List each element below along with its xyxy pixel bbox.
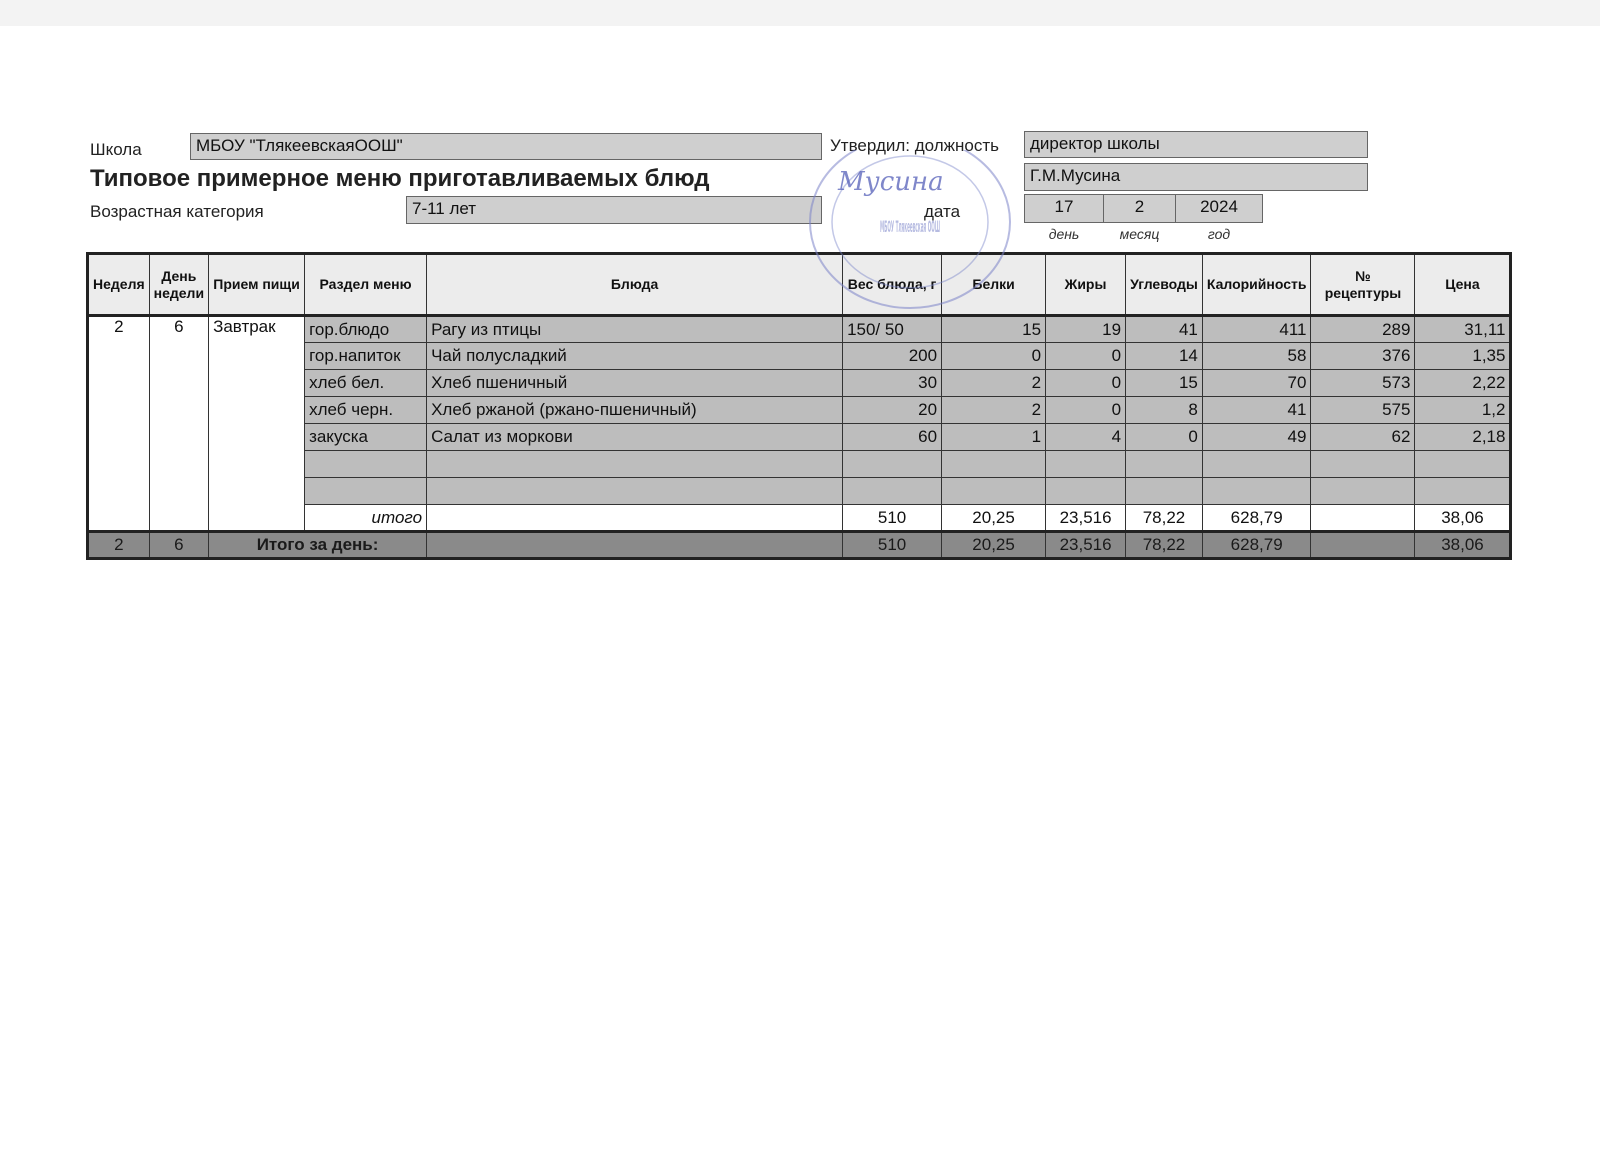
empty-cell[interactable] — [1046, 478, 1126, 505]
col-recipe: № рецептуры — [1311, 254, 1415, 316]
fat-cell[interactable]: 0 — [1046, 343, 1126, 370]
col-fat: Жиры — [1046, 254, 1126, 316]
carbs-cell[interactable]: 8 — [1126, 397, 1203, 424]
recipe-cell[interactable]: 289 — [1311, 316, 1415, 343]
table-row — [88, 316, 1511, 343]
col-weight: Вес блюда, г — [843, 254, 942, 316]
subtotal-recipe-cell — [1311, 505, 1415, 532]
dish-cell[interactable]: Чай полусладкий — [427, 343, 843, 370]
price-cell[interactable]: 1,35 — [1415, 343, 1511, 370]
subtotal-label: итого — [305, 505, 427, 532]
col-carbs: Углеводы — [1126, 254, 1203, 316]
section-cell[interactable]: гор.блюдо — [305, 316, 427, 343]
weight-cell[interactable]: 30 — [843, 370, 942, 397]
price-cell[interactable]: 2,22 — [1415, 370, 1511, 397]
total-kcal: 628,79 — [1202, 532, 1311, 559]
approved-label: Утвердил: должность — [830, 136, 1000, 155]
day-field[interactable]: 17 — [1024, 194, 1104, 223]
total-carbs: 78,22 — [1126, 532, 1203, 559]
total-fat: 23,516 — [1046, 532, 1126, 559]
empty-cell[interactable] — [843, 451, 942, 478]
school-field[interactable]: МБОУ "ТлякеевскаяООШ" — [190, 133, 822, 160]
kcal-cell[interactable]: 41 — [1202, 397, 1311, 424]
empty-cell[interactable] — [1126, 478, 1203, 505]
empty-cell[interactable] — [1415, 451, 1511, 478]
subtotal-dish-cell — [427, 505, 843, 532]
subtotal-kcal: 628,79 — [1202, 505, 1311, 532]
fat-cell[interactable]: 4 — [1046, 424, 1126, 451]
month-caption: месяц — [1119, 226, 1160, 242]
empty-cell[interactable] — [427, 478, 843, 505]
menu-table — [86, 252, 1512, 560]
weekday-cell: 6 — [149, 316, 208, 532]
price-cell[interactable]: 31,11 — [1415, 316, 1511, 343]
signer-field[interactable]: Г.М.Мусина — [1024, 163, 1368, 191]
price-cell[interactable]: 2,18 — [1415, 424, 1511, 451]
meal-cell: Завтрак — [209, 316, 305, 532]
month-field[interactable]: 2 — [1103, 194, 1176, 223]
weight-cell[interactable]: 200 — [843, 343, 942, 370]
signature-text: Мусина — [838, 167, 944, 197]
col-meal: Прием пищи — [209, 254, 305, 316]
recipe-cell[interactable]: 575 — [1311, 397, 1415, 424]
subtotal-protein: 20,25 — [942, 505, 1046, 532]
weight-cell[interactable]: 20 — [843, 397, 942, 424]
date-label: дата — [924, 202, 961, 221]
col-week: Неделя — [88, 254, 150, 316]
total-dish-cell — [427, 532, 843, 559]
section-cell[interactable]: хлеб бел. — [305, 370, 427, 397]
total-label: Итого за день: — [209, 532, 427, 559]
empty-cell[interactable] — [942, 478, 1046, 505]
dish-cell[interactable]: Хлеб пшеничный — [427, 370, 843, 397]
kcal-cell[interactable]: 70 — [1202, 370, 1311, 397]
section-cell[interactable]: гор.напиток — [305, 343, 427, 370]
page-title: Типовое примерное меню приготавливаемых блюд — [90, 165, 710, 192]
year-field[interactable]: 2024 — [1175, 194, 1263, 223]
carbs-cell[interactable]: 15 — [1126, 370, 1203, 397]
protein-cell[interactable]: 1 — [942, 424, 1046, 451]
week-cell: 2 — [88, 316, 150, 532]
total-protein: 20,25 — [942, 532, 1046, 559]
recipe-cell[interactable]: 573 — [1311, 370, 1415, 397]
empty-cell[interactable] — [843, 478, 942, 505]
table-header-row — [88, 254, 1511, 316]
subtotal-weight: 510 — [843, 505, 942, 532]
col-dish: Блюда — [427, 254, 843, 316]
protein-cell[interactable]: 0 — [942, 343, 1046, 370]
weight-cell[interactable]: 60 — [843, 424, 942, 451]
protein-cell[interactable]: 2 — [942, 370, 1046, 397]
section-cell[interactable]: хлеб черн. — [305, 397, 427, 424]
scan-edge — [0, 0, 1600, 26]
empty-cell[interactable] — [1202, 451, 1311, 478]
age-label: Возрастная категория — [90, 202, 264, 221]
kcal-cell[interactable]: 58 — [1202, 343, 1311, 370]
carbs-cell[interactable]: 0 — [1126, 424, 1203, 451]
age-field[interactable]: 7-11 лет — [406, 196, 822, 224]
recipe-cell[interactable]: 62 — [1311, 424, 1415, 451]
dish-cell[interactable]: Салат из моркови — [427, 424, 843, 451]
total-recipe-cell — [1311, 532, 1415, 559]
recipe-cell[interactable]: 376 — [1311, 343, 1415, 370]
col-protein: Белки — [942, 254, 1046, 316]
total-weekday: 6 — [149, 532, 208, 559]
empty-cell[interactable] — [305, 478, 427, 505]
fat-cell[interactable]: 0 — [1046, 397, 1126, 424]
carbs-cell[interactable]: 41 — [1126, 316, 1203, 343]
col-weekday: День недели — [149, 254, 208, 316]
protein-cell[interactable]: 2 — [942, 397, 1046, 424]
total-price: 38,06 — [1415, 532, 1511, 559]
empty-cell[interactable] — [1126, 451, 1203, 478]
col-section: Раздел меню — [305, 254, 427, 316]
school-label: Школа — [90, 140, 142, 159]
empty-cell[interactable] — [1311, 478, 1415, 505]
col-kcal: Калорийность — [1202, 254, 1311, 316]
kcal-cell[interactable]: 49 — [1202, 424, 1311, 451]
empty-cell[interactable] — [1046, 451, 1126, 478]
subtotal-fat: 23,516 — [1046, 505, 1126, 532]
empty-cell[interactable] — [942, 451, 1046, 478]
position-field[interactable]: директор школы — [1024, 131, 1368, 158]
dish-cell[interactable]: Рагу из птицы — [427, 316, 843, 343]
weight-cell[interactable]: 150/ 50 — [843, 316, 942, 343]
subtotal-carbs: 78,22 — [1126, 505, 1203, 532]
empty-cell[interactable] — [427, 451, 843, 478]
section-cell[interactable]: закуска — [305, 424, 427, 451]
empty-cell[interactable] — [1311, 451, 1415, 478]
col-price: Цена — [1415, 254, 1511, 316]
dish-cell[interactable]: Хлеб ржаной (ржано-пшеничный) — [427, 397, 843, 424]
seal-text: МБОУ Тлякеевская ООШ — [880, 217, 940, 236]
protein-cell[interactable]: 15 — [942, 316, 1046, 343]
empty-cell[interactable] — [1415, 478, 1511, 505]
year-caption: год — [1207, 226, 1231, 242]
price-cell[interactable]: 1,2 — [1415, 397, 1511, 424]
empty-cell[interactable] — [305, 451, 427, 478]
day-caption: день — [1048, 226, 1080, 242]
fat-cell[interactable]: 0 — [1046, 370, 1126, 397]
total-week: 2 — [88, 532, 150, 559]
fat-cell[interactable]: 19 — [1046, 316, 1126, 343]
kcal-cell[interactable]: 411 — [1202, 316, 1311, 343]
subtotal-price: 38,06 — [1415, 505, 1511, 532]
total-weight: 510 — [843, 532, 942, 559]
day-total-row — [88, 532, 1511, 559]
carbs-cell[interactable]: 14 — [1126, 343, 1203, 370]
empty-cell[interactable] — [1202, 478, 1311, 505]
